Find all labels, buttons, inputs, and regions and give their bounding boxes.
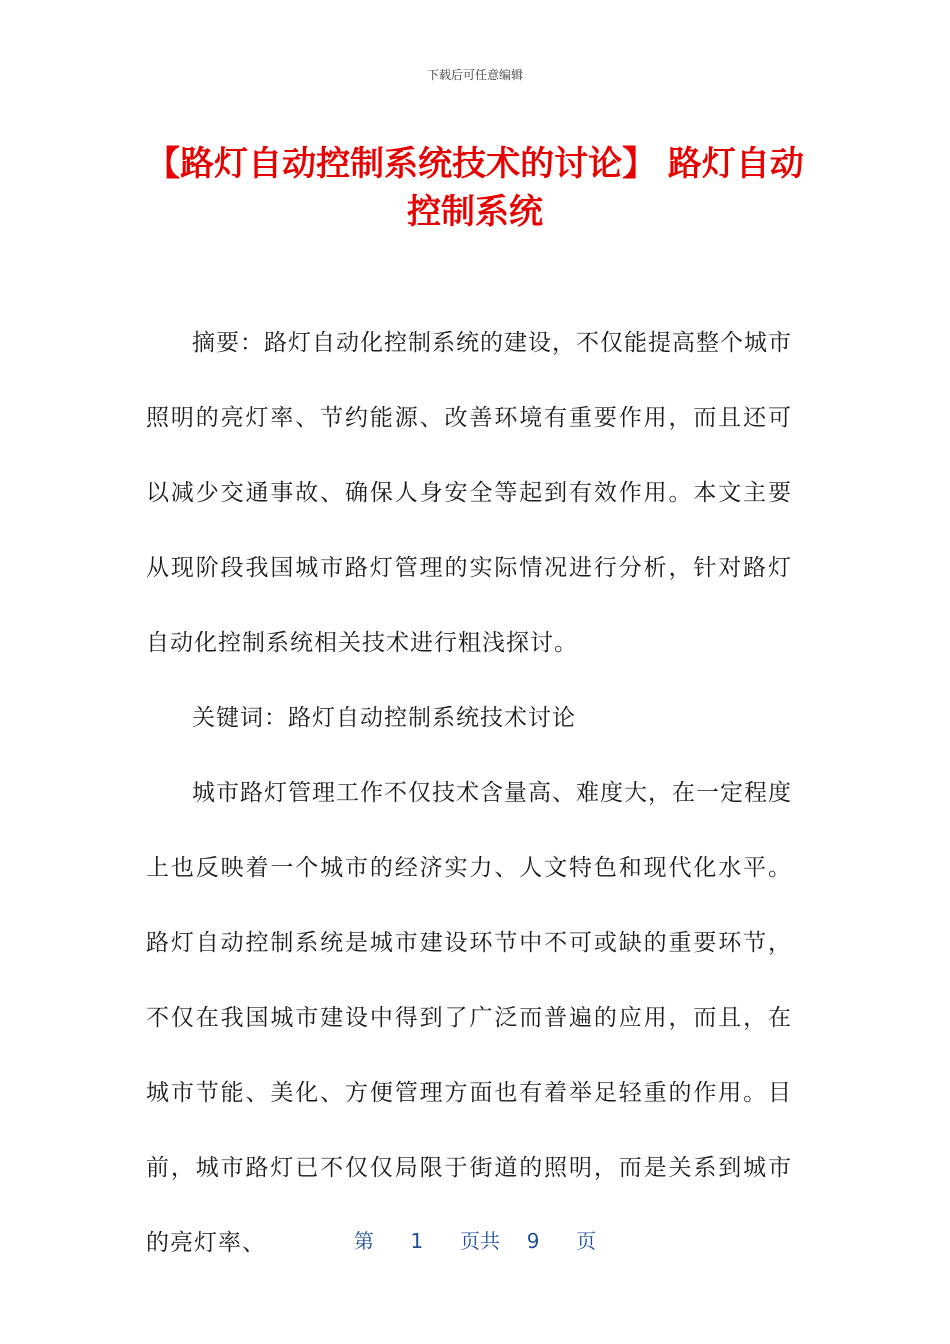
document-title: 【路灯自动控制系统技术的讨论】 路灯自动控制系统 — [146, 144, 804, 232]
abstract-paragraph: 摘要：路灯自动化控制系统的建设，不仅能提高整个城市照明的亮灯率、节约能源、改善环境有重要作用，而且还可以减少交通事故、确保人身安全等起到有效作用。本文主要从现阶段我国城市路灯管理的实际情况进行分析，针对路灯自动化控制系统相关技术进行粗浅探讨。 — [146, 330, 792, 656]
document-body — [146, 306, 792, 1281]
footer-total-pages: 9 — [526, 1229, 540, 1253]
footer-mid: 页共 — [460, 1229, 500, 1253]
body-paragraph: 城市路灯管理工作不仅技术含量高、难度大，在一定程度上也反映着一个城市的经济实力、人文特色和现代化水平。路灯自动控制系统是城市建设环节中不可或缺的重要环节，不仅在我国城市建设中得到了广泛而普遍的应用，而且，在城市节能、美化、方便管理方面也有着举足轻重的作用。目前，城市路灯已不仅仅局限于街道的照明，而是关系到城市的亮灯率、 — [146, 780, 792, 1256]
footer-current-page: 1 — [410, 1229, 424, 1253]
footer-prefix: 第 — [353, 1229, 374, 1253]
page-footer — [0, 1225, 950, 1254]
footer-suffix: 页 — [576, 1229, 597, 1253]
header-note: 下载后可任意编辑 — [426, 68, 523, 82]
keywords-paragraph: 关键词：路灯自动控制系统技术讨论 — [192, 705, 576, 731]
